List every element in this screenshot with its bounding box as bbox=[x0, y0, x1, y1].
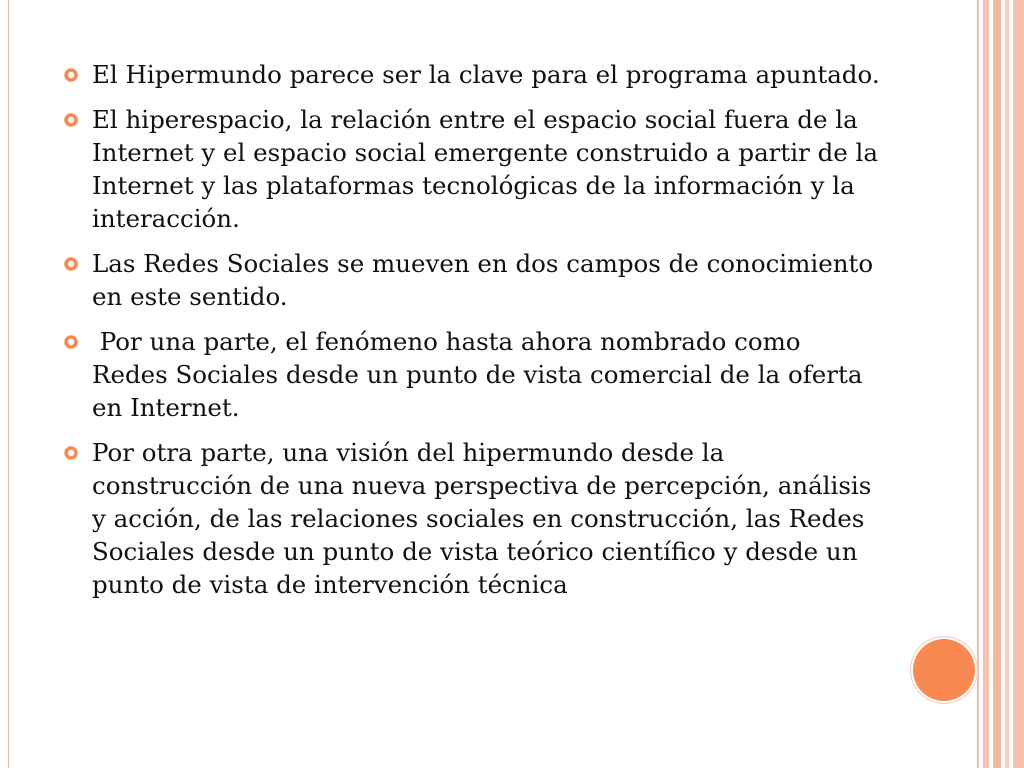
right-stripe bbox=[1005, 0, 1009, 768]
bullet-item bbox=[62, 436, 882, 601]
ring-bullet-icon bbox=[63, 334, 79, 350]
bullet-text: El Hipermundo parece ser la clave para el programa apuntado. bbox=[92, 60, 880, 89]
bullet-list bbox=[62, 58, 886, 613]
right-stripe bbox=[993, 0, 1001, 768]
bullet-text: Las Redes Sociales se mueven en dos campos de conocimiento en este sentido. bbox=[92, 249, 881, 311]
bullet-text: Por otra parte, una visión del hipermundo desde la construcción de una nueva perspectiva de percepción, análisis y acción, de las relaciones sociales en construcción, las Redes Sociales desde un punto de vista teórico científico y desde un punto de vista de intervención técnica bbox=[92, 438, 880, 599]
bullet-text: Por una parte, el fenómeno hasta ahora nombrado como Redes Sociales desde un punto de vista comercial de la oferta en Internet. bbox=[92, 327, 871, 422]
ring-bullet-icon bbox=[63, 112, 79, 128]
left-border-line bbox=[8, 0, 9, 768]
bullet-text: El hiperespacio, la relación entre el espacio social fuera de la Internet y el espacio social emergente construido a partir de la Internet y las plataformas tecnológicas de la información y la interacción. bbox=[92, 105, 886, 233]
bullet-item bbox=[62, 58, 882, 91]
ring-bullet-icon bbox=[63, 67, 79, 83]
bullet-item bbox=[62, 103, 886, 235]
bullet-item bbox=[62, 325, 882, 424]
right-stripe bbox=[983, 0, 989, 768]
right-stripe bbox=[1013, 0, 1024, 768]
ring-bullet-icon bbox=[63, 445, 79, 461]
decorative-orange-circle bbox=[913, 639, 975, 701]
ring-bullet-icon bbox=[63, 256, 79, 272]
bullet-item bbox=[62, 247, 882, 313]
right-stripe bbox=[977, 0, 979, 768]
